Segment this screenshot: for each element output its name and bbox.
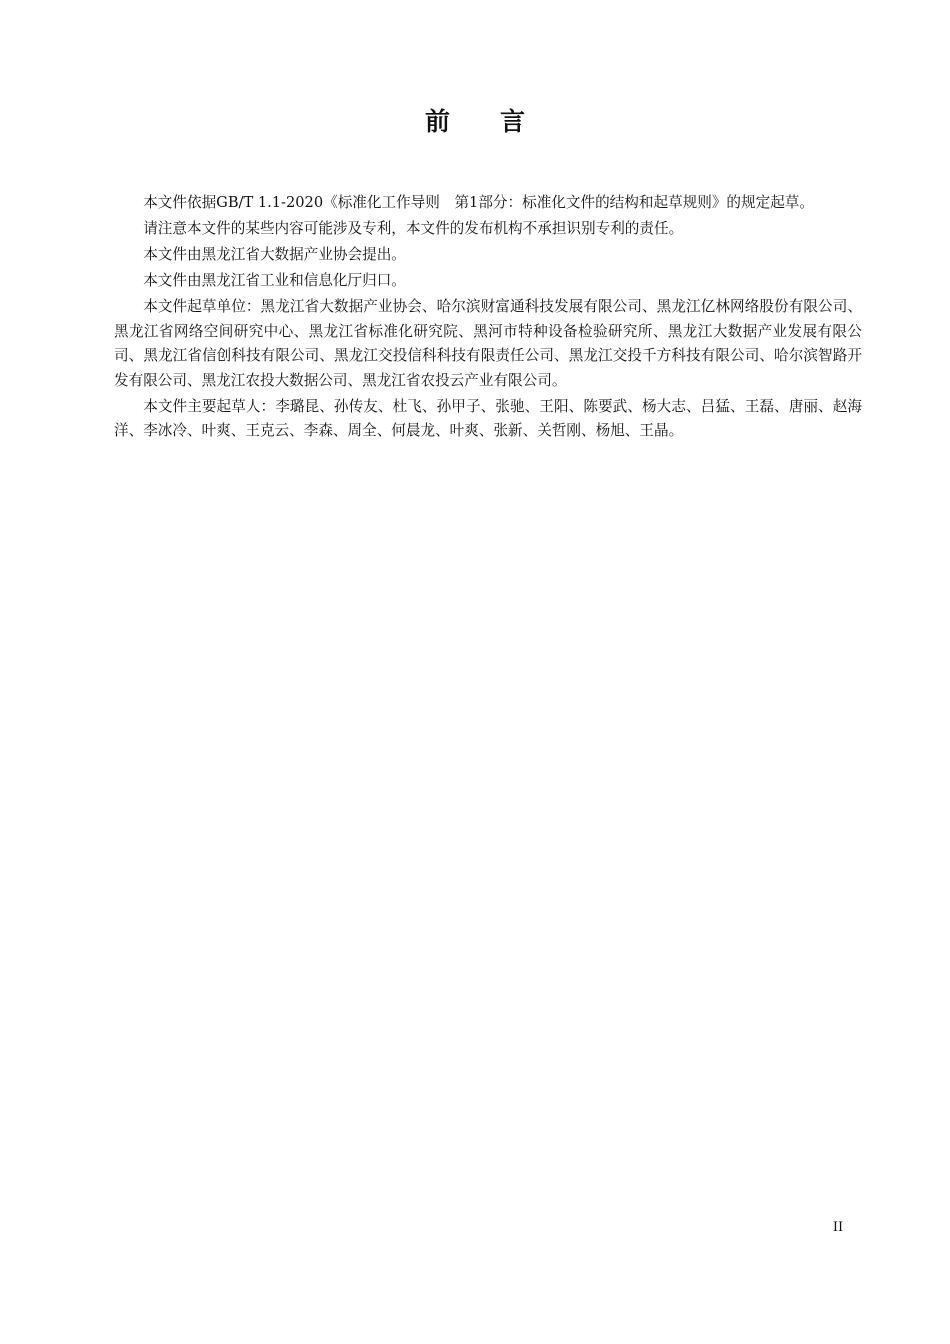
paragraph-proposer: 本文件由黑龙江省大数据产业协会提出。: [143, 245, 406, 263]
page-title: 前言: [424, 107, 575, 136]
document-body: [114, 191, 862, 445]
page-number: II: [832, 1220, 844, 1235]
paragraph-drafting-units: 本文件起草单位：黑龙江省大数据产业协会、哈尔滨财富通科技发展有限公司、黑龙江亿林网络股份有限公司、黑龙江省网络空间研究中心、黑龙江省标准化研究院、黑河市特种设备检验研究所、黑龙江大数据产业发展有限公司、黑龙江省信创科技有限公司、黑龙江交投信科科技有限责任公司、黑龙江交投千方科技有限公司、哈尔滨智路开发有限公司、黑龙江农投大数据公司、黑龙江省农投云产业有限公司。: [114, 297, 862, 389]
paragraph-basis: 本文件依据GB/T 1.1-2020《标准化工作导则 第1部分：标准化文件的结构和起草规则》的规定起草。: [143, 194, 814, 211]
paragraph-drafters: 本文件主要起草人：李璐昆、孙传友、杜飞、孙甲子、张驰、王阳、陈要武、杨大志、吕猛、王磊、唐丽、赵海洋、李冰冷、叶爽、王克云、李森、周全、何晨龙、叶爽、张新、关哲刚、杨旭、王晶。: [114, 397, 862, 440]
paragraph-patent-notice: 请注意本文件的某些内容可能涉及专利，本文件的发布机构不承担识别专利的责任。: [143, 219, 684, 237]
paragraph-administrator: 本文件由黑龙江省工业和信息化厅归口。: [143, 271, 406, 289]
